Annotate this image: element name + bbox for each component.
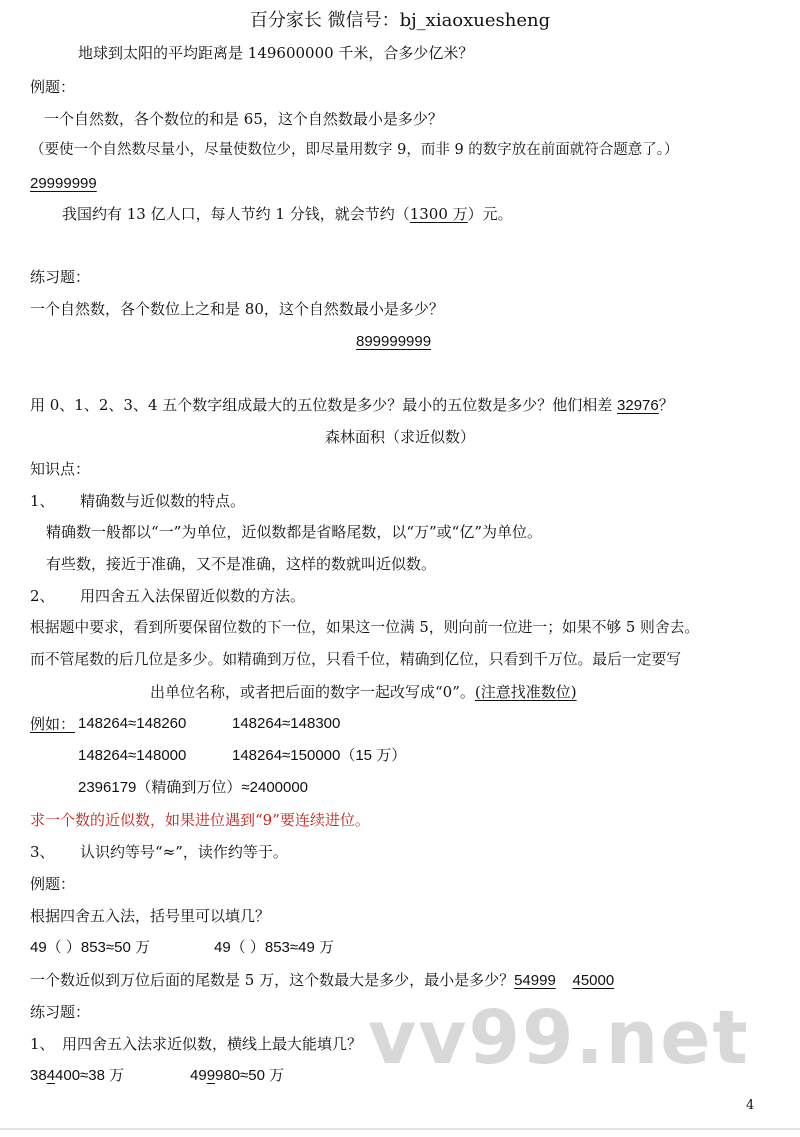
- practice-2-item-b: [190, 1067, 284, 1085]
- example-2-question: 根据四舍五入法，括号里可以填几？: [30, 907, 271, 925]
- example-label: 例题：: [30, 78, 76, 96]
- kp2-line-3: [150, 683, 577, 701]
- question-text: 用 0、1、2、3、4 五个数字组成最大的五位数是多少？最小的五位数是多少？他们相差: [30, 396, 618, 414]
- red-note: 求一个数的近似数，如果进位遇到“9”要连续进位。: [30, 811, 370, 829]
- kp2-line-3-text: 出单位名称，或者把后面的数字一起改写成“0”。: [150, 683, 475, 701]
- answer-min-underlined: 45000: [572, 972, 615, 989]
- kp2-title: 用四舍五入法保留近似数的方法。: [80, 587, 306, 605]
- answer-underlined: 899999999: [356, 333, 432, 350]
- digits-before: 49: [190, 1067, 207, 1084]
- example-question-1: 一个自然数，各个数位的和是 65，这个自然数最小是多少？: [44, 110, 443, 128]
- question-text: 我国约有 13 亿人口，每人节约 1 分钱，就会节约（: [62, 205, 410, 223]
- answer-underlined: 1300 万: [409, 205, 468, 223]
- digits-after: 400≈38 万: [55, 1067, 125, 1084]
- example-intro-label: 例如：: [30, 715, 76, 733]
- kp2-number: 2、: [30, 587, 55, 605]
- kp1-title: 精确数与近似数的特点。: [80, 492, 246, 510]
- practice-2-number: 1、: [30, 1035, 55, 1053]
- kp2-line-2: 而不管尾数的后几位是多少。如精确到万位，只看千位，精确到亿位，只看到千万位。最后一定要写: [30, 651, 682, 668]
- fill-blank-answer: 9: [206, 1067, 216, 1084]
- kp1-number: 1、: [30, 492, 55, 510]
- practice-question-1: 一个自然数，各个数位上之和是 80，这个自然数最小是多少？: [30, 300, 444, 318]
- kp1-line-1: 精确数一般都以“一”为单位，近似数都是省略尾数，以“万”或“亿”为单位。: [46, 523, 543, 541]
- example-intro: [30, 715, 75, 733]
- knowledge-label: 知识点：: [30, 460, 91, 478]
- question-sun-distance: 地球到太阳的平均距离是 149600000 千米，合多少亿米？: [78, 44, 474, 62]
- fill-blank-answer: 4: [46, 1067, 56, 1084]
- kp2-note-underlined: (注意找准数位): [474, 683, 577, 701]
- watermark: vv99.net: [368, 995, 750, 1081]
- example-question-2: [62, 205, 513, 223]
- example-2-label: 例题：: [30, 875, 76, 893]
- question-text-end: ？: [658, 396, 674, 414]
- kp3-number: 3、: [30, 843, 55, 861]
- question-five-digits: [30, 396, 674, 415]
- answer-underlined: 32976: [617, 397, 659, 414]
- kp3-title: 认识约等号“≈”，读作约等于。: [80, 843, 288, 861]
- page-number: 4: [746, 1098, 755, 1113]
- practice-label: 练习题：: [30, 268, 91, 286]
- rounding-example-4: 148264≈150000（15 万）: [232, 747, 407, 764]
- example-2-item-a: 49（ ）853≈50 万: [30, 939, 150, 956]
- rounding-example-3: 148264≈148000: [78, 747, 187, 764]
- digits-after: 980≈50 万: [215, 1067, 285, 1084]
- practice-2-item-a: [30, 1067, 124, 1085]
- question-text: 一个数近似到万位后面的尾数是 5 万，这个数最大是多少，最小是多少？: [30, 971, 515, 989]
- page-header: 百分家长 微信号：bj_xiaoxuesheng: [249, 10, 551, 31]
- example-2-question-2: [30, 971, 614, 990]
- kp1-line-2: 有些数，接近于准确，又不是准确，这样的数就叫近似数。: [46, 555, 437, 573]
- digits-before: 38: [30, 1067, 47, 1084]
- section-title: 森林面积（求近似数）: [324, 428, 475, 446]
- kp2-line-1: 根据题中要求，看到所要保留位数的下一位，如果这一位满 5，则向前一位进一；如果不够 5 则舍去。: [30, 619, 700, 636]
- answer-underlined: 29999999: [30, 175, 97, 192]
- practice-2-title: 用四舍五入法求近似数，横线上最大能填几？: [62, 1035, 363, 1053]
- page-bottom-edge: [0, 1128, 800, 1130]
- practice-answer-1: [356, 332, 431, 351]
- example-hint: （要使一个自然数尽量小，尽量使数位少，即尽量用数字 9，而非 9 的数字放在前面就符合题意了。）: [30, 142, 679, 158]
- practice-2-label: 练习题：: [30, 1003, 91, 1021]
- rounding-example-1: 148264≈148260: [78, 715, 187, 732]
- example-answer-1: [30, 174, 97, 193]
- example-2-item-b: 49（ ）853≈49 万: [214, 939, 334, 956]
- rounding-example-5: 2396179（精确到万位）≈2400000: [78, 779, 309, 796]
- question-text-end: ）元。: [467, 205, 513, 223]
- answer-max-underlined: 54999: [514, 972, 556, 989]
- rounding-example-2: 148264≈148300: [232, 715, 341, 732]
